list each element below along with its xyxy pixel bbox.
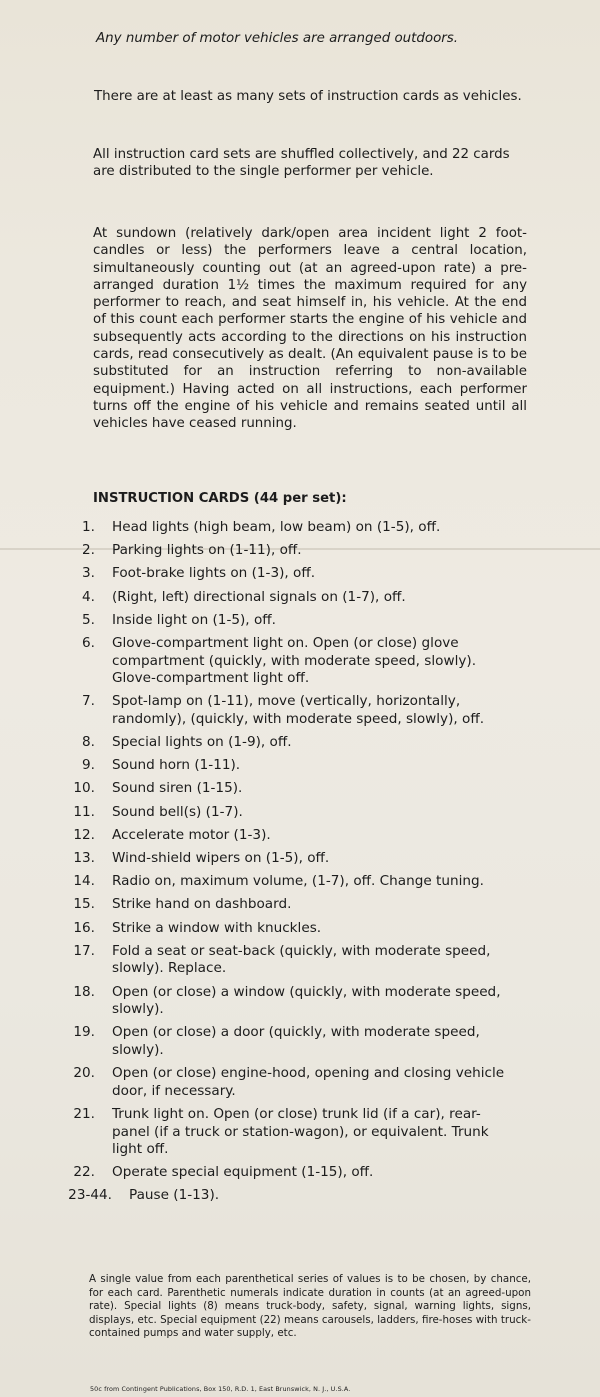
card-text: Open (or close) a window (quickly, with moderate speed, slowly). xyxy=(112,983,501,1018)
card-number: 11. xyxy=(73,803,95,820)
card-text: Sound horn (1-11). xyxy=(112,757,241,774)
instruction-card-item xyxy=(0,896,600,914)
instruction-card-item xyxy=(0,542,600,560)
card-text: Open (or close) a door (quickly, with moderate speed, slowly). xyxy=(112,1024,480,1058)
card-text: Special lights on (1-9), off. xyxy=(112,734,292,751)
card-text: Radio on, maximum volume, (1-7), off. Change tuning. xyxy=(112,873,484,890)
card-number: 17. xyxy=(73,942,95,959)
intro-paragraph-2: There are at least as many sets of instruction cards as vehicles. xyxy=(94,89,522,104)
card-text: Parking lights on (1-11), off. xyxy=(112,542,302,559)
instruction-card-item xyxy=(0,780,600,798)
card-number: 20. xyxy=(73,1065,95,1082)
instruction-card-item xyxy=(0,635,600,688)
instruction-card-item xyxy=(0,873,600,891)
instruction-card-item xyxy=(0,984,600,1019)
card-number: 10. xyxy=(73,780,95,797)
instruction-card-item xyxy=(0,1187,600,1205)
card-number: 12. xyxy=(73,826,95,843)
instruction-card-item xyxy=(0,1106,600,1159)
intro-paragraph-1: Any number of motor vehicles are arranged outdoors. xyxy=(96,31,459,46)
card-text: Head lights (high beam, low beam) on (1-5), off. xyxy=(112,519,441,535)
instruction-card-item xyxy=(0,1024,600,1059)
card-number: 4. xyxy=(82,588,95,605)
card-text: Spot-lamp on (1-11), move (vertically, horizontally, randomly), (quickly, with moderate speed, slowly), off. xyxy=(112,693,485,727)
card-text: Strike hand on dashboard. xyxy=(112,896,292,913)
card-number: 22. xyxy=(73,1164,95,1181)
card-text: Pause (1-13). xyxy=(129,1187,220,1204)
card-number: 7. xyxy=(82,693,95,710)
instruction-card-item xyxy=(0,734,600,752)
publisher-credit: 50c from Contingent Publications, Box 150, R.D. 1, East Brunswick, N. J., U.S.A. xyxy=(90,1385,351,1393)
card-text: Inside light on (1-5), off. xyxy=(112,611,276,628)
instruction-card-item xyxy=(0,693,600,728)
instruction-card-item xyxy=(0,850,600,868)
instruction-cards-list xyxy=(0,519,600,1211)
card-text: Foot-brake lights on (1-3), off. xyxy=(112,565,316,582)
card-number: 2. xyxy=(82,542,95,559)
instruction-card-item xyxy=(0,827,600,845)
card-text: Strike a window with knuckles. xyxy=(112,919,322,936)
instruction-card-item xyxy=(0,943,600,978)
card-number: 6. xyxy=(82,634,95,651)
card-number: 19. xyxy=(73,1024,95,1041)
intro-paragraph-3: All instruction card sets are shuffled collectively, and 22 cards are distributed to the single performer per vehicle. xyxy=(93,147,510,180)
card-text: Fold a seat or seat-back (quickly, with moderate speed, slowly). Replace. xyxy=(112,942,491,977)
instruction-cards-heading: INSTRUCTION CARDS (44 per set): xyxy=(93,491,347,506)
instruction-card-item xyxy=(0,920,600,938)
card-text: Accelerate motor (1-3). xyxy=(112,826,271,843)
instruction-card-item xyxy=(0,1065,600,1100)
card-number: 23-44. xyxy=(68,1187,112,1204)
card-number: 8. xyxy=(82,734,95,751)
card-number: 21. xyxy=(73,1105,95,1122)
instruction-card-item xyxy=(0,757,600,775)
instruction-card-item xyxy=(0,1164,600,1182)
card-number: 13. xyxy=(73,850,95,867)
intro-paragraph-4: At sundown (relatively dark/open area incident light 2 foot-candles or less) the performers leave a central location, simultaneously counting out (at an agreed-upon rate) a pre-arranged duration 1½ times the maximum required for any performer to reach, and seat himself in, his vehicle. At the end of this count each performer starts the engine of his vehicle and subsequently acts according to the directions on his instruction cards, read consecutively as dealt. (An equivalent pause is to be substituted for an instruction referring to non-available equipment.) Having acted on all instructions, each performer turns off the engine of his vehicle and remains seated until all vehicles have ceased running. xyxy=(93,226,527,432)
card-number: 14. xyxy=(73,873,95,890)
card-text: Open (or close) engine-hood, opening and closing vehicle door, if necessary. xyxy=(112,1065,505,1099)
card-text: Glove-compartment light on. Open (or close) glove compartment (quickly, with moderate speed, slowly). Glove-compartment light off. xyxy=(112,634,477,687)
footnote: A single value from each parenthetical series of values is to be chosen, by chance, for each card. Parenthetic numerals indicate duration in counts (at an agreed-upon rate). Special lights (8) means truck-body, safety, signal, warning lights, signs, displays, etc. Special equipment (22) means carousels, ladders, fire-hoses with truck-contained pumps and water supply, etc. xyxy=(89,1273,531,1340)
card-text: Operate special equipment (1-15), off. xyxy=(112,1164,374,1181)
card-text: Trunk light on. Open (or close) trunk lid (if a car), rear-panel (if a truck or station-wagon), or equivalent. Trunk light off. xyxy=(112,1105,489,1158)
card-number: 9. xyxy=(82,757,95,774)
instruction-card-item xyxy=(0,804,600,822)
instruction-card-item xyxy=(0,589,600,607)
card-number: 5. xyxy=(82,611,95,628)
card-number: 1. xyxy=(82,519,95,535)
card-text: Sound siren (1-15). xyxy=(112,780,243,797)
instruction-card-item xyxy=(0,565,600,583)
card-number: 15. xyxy=(73,896,95,913)
instruction-card-item xyxy=(0,612,600,630)
card-number: 16. xyxy=(73,919,95,936)
card-text: Wind-shield wipers on (1-5), off. xyxy=(112,850,330,867)
card-number: 3. xyxy=(82,565,95,582)
card-text: (Right, left) directional signals on (1-7), off. xyxy=(112,588,406,605)
card-text: Sound bell(s) (1-7). xyxy=(112,803,243,820)
instruction-card-item xyxy=(0,519,600,537)
card-number: 18. xyxy=(73,983,95,1000)
